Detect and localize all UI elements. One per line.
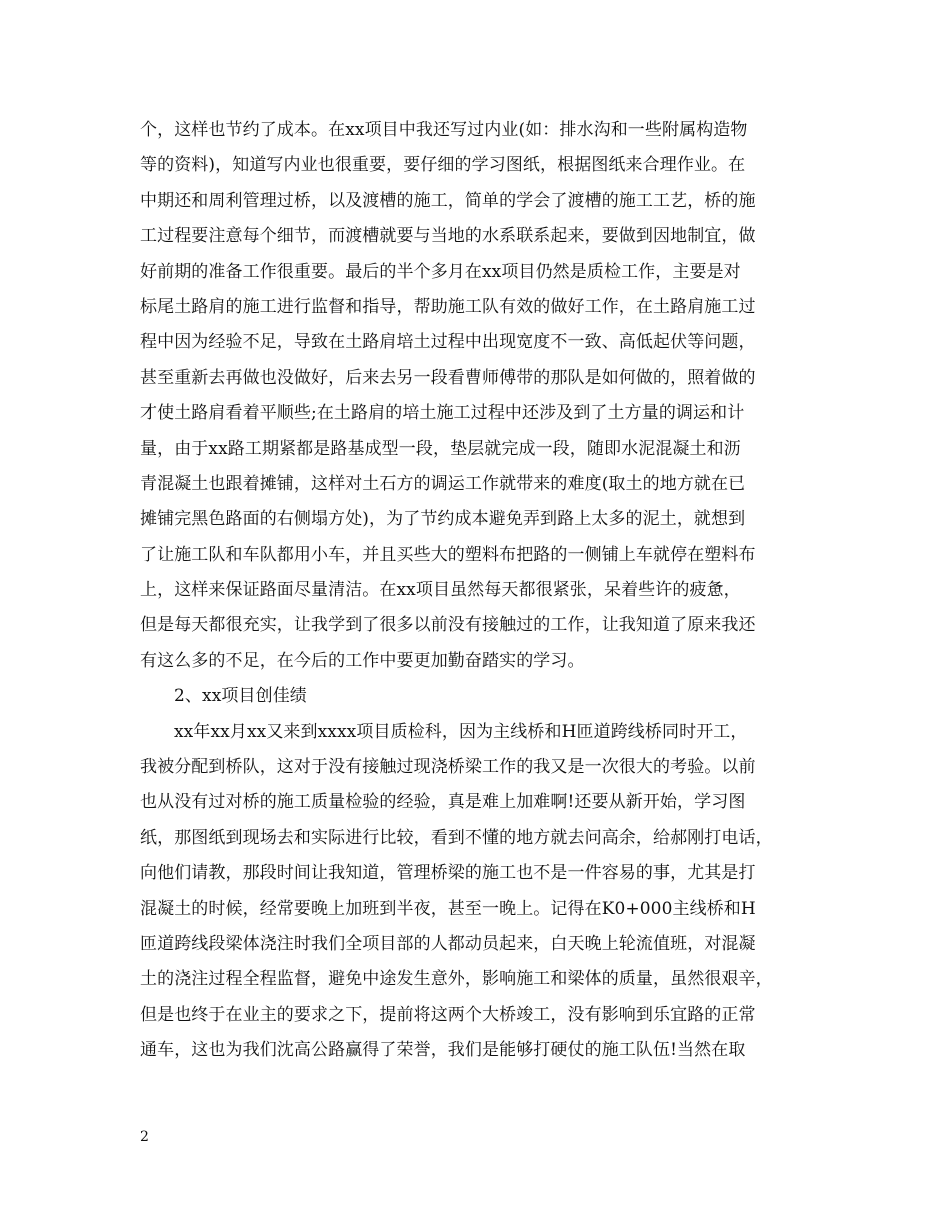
text-line: 纸，那图纸到现场去和实际进行比较，看到不懂的地方就去问高余，给郝刚打电话， xyxy=(140,827,773,848)
text-line: 通车，这也为我们沈高公路赢得了荣誉，我们是能够打硬仗的施工队伍!当然在取 xyxy=(140,1040,746,1061)
text-line: 才使土路肩看着平顺些;在土路肩的培土施工过程中还涉及到了土方量的调运和计 xyxy=(140,403,745,424)
text-line: xx年xx月xx又来到xxxx项目质检科，因为主线桥和H匝道跨线桥同时开工， xyxy=(174,721,748,742)
body-text xyxy=(140,113,820,1069)
page-number: 2 xyxy=(140,1129,149,1145)
text-line: 也从没有过对桥的施工质量检验的经验，真是难上加难啊!还要从新开始，学习图 xyxy=(140,792,746,813)
text-line: 有这么多的不足，在今后的工作中要更加勤奋踏实的学习。 xyxy=(140,650,585,671)
text-line: 了让施工队和车队都用小车，并且买些大的塑料布把路的一侧铺上车就停在塑料布 xyxy=(140,544,756,565)
text-line: 向他们请教，那段时间让我知道，管理桥梁的施工也不是一件容易的事，尤其是打 xyxy=(140,863,756,884)
text-line: 土的浇注过程全程监督，避免中途发生意外，影响施工和梁体的质量，虽然很艰辛， xyxy=(140,969,773,990)
text-line: 混凝土的时候，经常要晚上加班到半夜，甚至一晚上。记得在K0+000主线桥和H xyxy=(140,898,756,919)
text-line: 中期还和周利管理过桥，以及渡槽的施工，简单的学会了渡槽的施工工艺，桥的施 xyxy=(140,190,756,211)
text-line: 但是也终于在业主的要求之下，提前将这两个大桥竣工，没有影响到乐宜路的正常 xyxy=(140,1004,756,1025)
text-line: 等的资料)，知道写内业也很重要，要仔细的学习图纸，根据图纸来合理作业。在 xyxy=(140,155,746,176)
text-line: 青混凝土也跟着摊铺，这样对土石方的调运工作就带来的难度(取土的地方就在已 xyxy=(140,473,746,494)
text-line: 标尾土路肩的施工进行监督和指导，帮助施工队有效的做好工作，在土路肩施工过 xyxy=(140,296,756,317)
text-line: 好前期的准备工作很重要。最后的半个多月在xx项目仍然是质检工作，主要是对 xyxy=(140,261,741,282)
text-line: 摊铺完黑色路面的右侧塌方处)，为了节约成本避免弄到路上太多的泥土，就想到 xyxy=(140,509,746,530)
text-line: 工过程要注意每个细节，而渡槽就要与当地的水系联系起来，要做到因地制宜，做 xyxy=(140,226,756,247)
text-line: 甚至重新去再做也没做好，后来去另一段看曹师傅带的那队是如何做的，照着做的 xyxy=(140,367,756,388)
text-line: 我被分配到桥队，这对于没有接触过现浇桥梁工作的我又是一次很大的考验。以前 xyxy=(140,757,756,778)
text-line: 上，这样来保证路面尽量清洁。在xx项目虽然每天都很紧张，呆着些许的疲惫， xyxy=(140,580,741,601)
text-line: 但是每天都很充实，让我学到了很多以前没有接触过的工作，让我知道了原来我还 xyxy=(140,615,756,636)
section-heading: 2、xx项目创佳绩 xyxy=(174,686,307,707)
text-line: 个，这样也节约了成本。在xx项目中我还写过内业(如：排水沟和一些附属构造物 xyxy=(140,120,748,140)
text-line: 程中因为经验不足，导致在土路肩培土过程中出现宽度不一致、高低起伏等问题， xyxy=(140,332,756,353)
text-line: 匝道跨线段梁体浇注时我们全项目部的人都动员起来，白天晚上轮流值班，对混凝 xyxy=(140,933,756,954)
text-line: 量，由于xx路工期紧都是路基成型一段，垫层就完成一段，随即水泥混凝土和沥 xyxy=(140,438,741,459)
